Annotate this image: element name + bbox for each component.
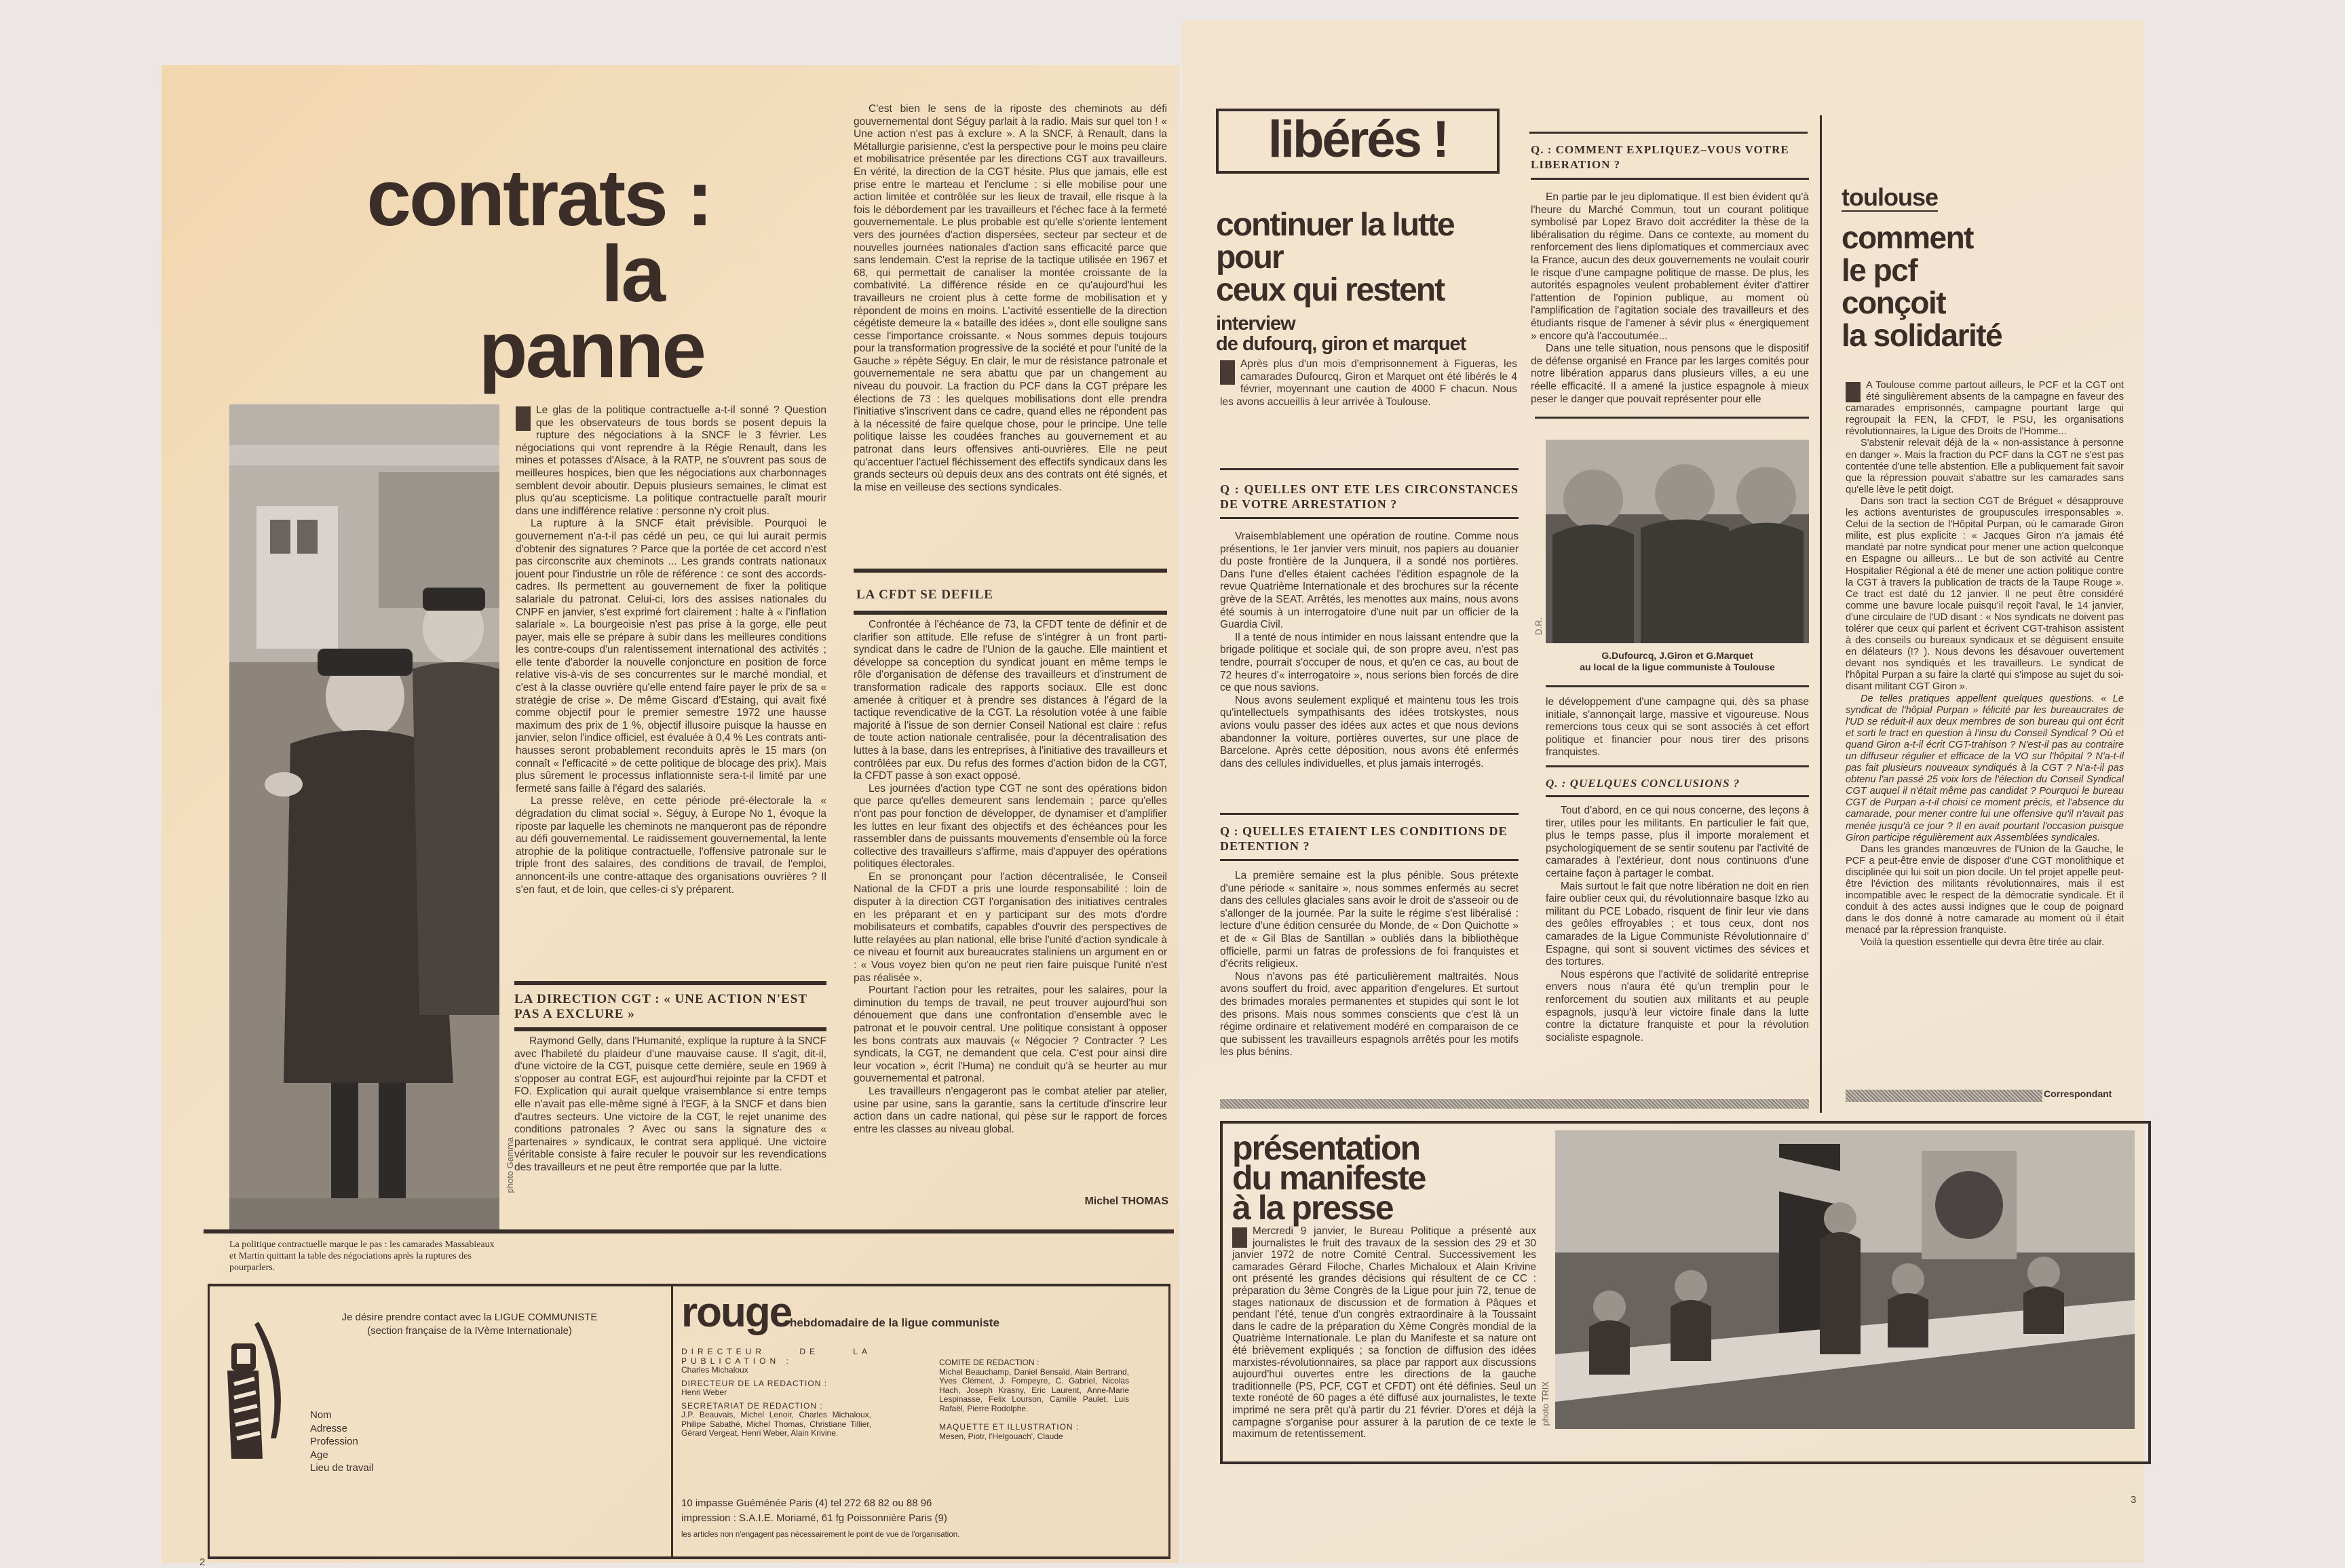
toulouse-paragraph: Voilà la question essentielle qui devra être tirée au clair. <box>1861 936 2105 948</box>
divider <box>1220 813 1519 815</box>
manifeste-box <box>1220 1121 2151 1464</box>
secretariat-label: SECRETARIAT DE REDACTION : <box>681 1400 823 1411</box>
photo-caption-comrades <box>1546 650 1809 673</box>
photo-image <box>229 404 499 1232</box>
question-4: Q. : QUELQUES CONCLUSIONS ? <box>1546 777 1740 790</box>
manifeste-headline <box>1232 1129 1426 1227</box>
divider <box>514 1027 826 1031</box>
field-profession[interactable]: Profession <box>310 1436 358 1447</box>
headline-line: ceux qui restent <box>1216 272 1445 308</box>
headline-line: présentation <box>1232 1129 1420 1167</box>
divider <box>204 1229 1174 1234</box>
signature-michel-thomas: Michel THOMAS <box>1084 1196 1168 1207</box>
intro-article <box>516 404 826 896</box>
question-1: Q : QUELLES ONT ETE LES CIRCONSTANCES DE VOTRE ARRESTATION ? <box>1220 482 1519 511</box>
secretariat-names: J.P. Beauvais, Michel Lenoir, Charles Michaloux, Philipe Sabathé, Michel Thomas, Christiane Tillier, Gérard Vergeat, Henri Weber, Alain Krivine. <box>681 1410 871 1438</box>
headline-line: le pcf <box>1842 252 1918 288</box>
answer-3-continued <box>1546 696 1809 759</box>
lead-square-icon <box>516 406 531 431</box>
photo-image <box>1555 1130 2135 1429</box>
section1-article <box>514 1035 826 1174</box>
intro-paragraph: Le glas de la politique contractuelle a-t-il sonné ? Question que les observateurs de tous bords se posent depuis la rupture des négociations à la SNCF le 3 février. Les négociations qui vont reprendre à la Régie Renault, dans les mines et potasses d'Alsace, à la RATP, ne s'ouvrent pas sous de meilleures hospices, bien que les négociations aux charbonnages semblent devoir aboutir. Depuis plusieurs semaines, le climat est plus qu'au scepticisme. La politique contractuelle paraît mourir dans une indifférence relative : personne n'y croit plus. <box>516 404 826 517</box>
interview-subheadline <box>1216 313 1466 354</box>
signature-correspondant: Correspondant <box>2044 1088 2112 1099</box>
masthead-printing: impression : S.A.I.E. Moriamé, 61 fg Poissonnière Paris (9) <box>681 1512 947 1524</box>
cfdt-paragraph: Pourtant l'action pour les retraites, pour les salaires, pour la diminution du temps de travail, ne peut trouver aujourd'hui son dénouement que dans une confrontation d'ensemble avec le patronat et le pouvoir central. Une politique consistant à opposer les bons contrats aux mauvais (« Négocier ? Contracter ? Les syndicats, la CGT, ne demandent que cela. C'est pour ainsi dire leur vocation », écrit l'Huma) ne conduit qu'à se heurter au mur gouvernemental et patronal. <box>854 984 1167 1085</box>
divider <box>1220 468 1519 470</box>
dir-pub-label: DIRECTEUR DE LA PUBLICATION : <box>681 1347 871 1366</box>
answer-1 <box>1220 531 1519 770</box>
headline-line: pour <box>1216 240 1283 275</box>
divider <box>1529 132 1808 134</box>
right-column-article <box>854 103 1167 494</box>
maquette-names: Mesen, Piotr, l'Helgouach', Claude <box>939 1431 1063 1441</box>
dir-red-name: Henri Weber <box>681 1388 727 1397</box>
liberes-title: libérés ! <box>1267 111 1448 168</box>
headline-line: à la presse <box>1232 1189 1393 1227</box>
answer-paragraph: Nous n'avons pas été particulièrement maltraités. Nous avons souffert du froid, avec apparition d'engelures. Et surtout des brimades morales permanentes et stupides qui sont le lot des prisons. Mais nous sommes conscients que c'est là un régime ordinaire et relativement modéré en comparaison de ce que subissent les travailleurs espagnols arrêtés pour les motifs les plus bénins. <box>1220 970 1519 1058</box>
contact-fields <box>310 1409 373 1475</box>
answer-paragraph: Il a tenté de nous intimider en nous laissant entendre que la brigade politique et sociale qui, de son propre aveu, n'est pas tendre, pourrait s'occuper de nous, et qu'en ce cas, au bout de 72 heures d'« interrogatoire », nous serions bien forcés de dire ce que nous savions. <box>1220 631 1519 694</box>
headline-line: comment <box>1842 220 1973 255</box>
caption-line: au local de la ligue communiste à Toulouse <box>1580 662 1775 672</box>
interview-headline <box>1216 209 1454 307</box>
contact-line-1: Je désire prendre contact avec la LIGUE COMMUNISTE <box>341 1312 598 1323</box>
headline-contrats <box>358 153 711 396</box>
comite-names: Michel Beauchamp, Daniel Bensaïd, Alain Bertrand, Yves Clément, J. Fompeyre, C. Gabriel, Nicolas Hach, Joseph Krasny, Eric Laurent, Anne-Marie Lespinasse, Felix Lourson, Camille Paulet, Luis Rafaël, Pierre Rodolphe. <box>939 1366 1129 1413</box>
field-adresse[interactable]: Adresse <box>310 1422 348 1434</box>
photo-negotiators <box>229 404 499 1232</box>
right-page <box>1182 20 2144 1563</box>
toulouse-paragraph: S'abstenir relevait déjà de la « non-assistance à personne en danger ». Mais la fraction du PCF dans la CGT ne s'est pas contentée d'une telle abstention. Elle a publiquement fait savoir que la répression pouvait s'abattre sur les camarades sans qu'elle lève le petit doigt. <box>1846 438 2124 495</box>
divider <box>854 611 1167 615</box>
headline-line: continuer la lutte <box>1216 207 1454 243</box>
toulouse-kicker: toulouse <box>1842 183 1938 211</box>
masthead-subtitle: hebdomadaire de la ligue communiste <box>790 1316 999 1329</box>
answer-paragraph: Nous espérons que l'activité de solidarité entreprise envers nous n'aura été qu'un tremplin pour le renforcement du soutien aux militants et au peuple espagnols, jusqu'à leur victoire finale dans la lutte contre la dictature franquiste et pour la révolution socialiste espagnole. <box>1546 968 1809 1044</box>
interview-intro <box>1220 358 1517 408</box>
photo-press-conference <box>1555 1130 2135 1429</box>
headline-line: contrats : <box>366 153 711 243</box>
headline-line: panne <box>478 305 704 396</box>
credits-right <box>939 1358 1129 1441</box>
answer-4 <box>1546 805 1809 1044</box>
masthead-address: 10 impasse Guéménée Paris (4) tel 272 68 82 ou 88 96 <box>681 1497 932 1509</box>
hammer-sickle-hand-icon <box>218 1316 292 1466</box>
field-lieu-de-travail[interactable]: Lieu de travail <box>310 1462 374 1474</box>
divider <box>514 981 826 985</box>
divider <box>1546 685 1809 687</box>
divider <box>1531 178 1809 180</box>
cfdt-paragraph: Confrontée à l'échéance de 73, la CFDT tente de définir et de clarifier son attitude. Elle refuse de s'intégrer à un front parti-syndicat dans le cadre de l'Union de la gauche. Elle maintient et développe sa conception du syndicat jouant en même temps le rôle d'organisation de défense des travailleurs et d'instrument de transformation radicale des rapports sociaux. Elle est donc amenée à critiquer et à prendre ses distances à l'égard de la tactique revendicative de la CGT. La résolution votée à une faible majorité à l'issue de son dernier Conseil National est claire : refus de toute action nationale centralisée, pour la décentralisation des luttes à la base, dans les entreprises, à l'initiative des travailleurs et contrôlées par eux. Du refus des formes d'action bidon de la CGT, la CFDT passe à son exact opposé. <box>854 619 1167 782</box>
lead-square-icon <box>1232 1227 1247 1248</box>
hatched-bar <box>1220 1099 1809 1109</box>
answer-paragraph: le développement d'une campagne qui, dès sa phase initiale, s'annonçait large, massive et vigoureuse. Nous remercions tous ceux qui se sont associés à cet effort politique et financier pour nous tirer des prisons franquistes. <box>1546 696 1809 759</box>
answer-paragraph: Mais surtout le fait que notre libération ne doit en rien faire oublier ceux qui, du révolutionnaire basque Izko au militant du PCE Lobado, risquent de finir leur vie dans des geôles effroyables ; et tous ceux, dont nos camarades de la Ligue Communiste Révolutionnaire d' Espagne, qui sont si souvent victimes des sévices et des tortures. <box>1546 880 1809 968</box>
toulouse-headline <box>1842 221 2002 351</box>
manifeste-article <box>1232 1225 1536 1440</box>
divider <box>1535 417 1809 419</box>
answer-paragraph: Dans une telle situation, nous pensons que le dispositif de défense organisé en France par les larges comités pour notre libération apparus dans plusieurs villes, a eu une réelle efficacité. Il a amené la justice espagnole à mieux peser le danger que pouvait représenter pour elle <box>1531 343 1809 405</box>
hatched-bar <box>1846 1090 2042 1102</box>
answer-2 <box>1220 870 1519 1059</box>
dir-red-label: DIRECTEUR DE LA REDACTION : <box>681 1378 828 1388</box>
cfdt-paragraph: Les journées d'action type CGT ne sont des opérations bidon que parce qu'elles demeurent sans lendemain ; parce qu'elles n'ont pas pour fonction de développer, de dynamiser et d'amplifier les luttes en leur fixant des objectifs et des échéances pour les rassembler dans de puissants mouvements d'ensemble où la force collective des travailleurs s'affirme, mais d'appuyer des opérations politiques électorales. <box>854 782 1167 871</box>
photo-caption: La politique contractuelle marque le pas : les camarades Massabieaux et Martin quittant la table des négociations après la ruptures des pourparlers. <box>229 1240 495 1273</box>
intro-paragraph: La rupture à la SNCF était prévisible. Pourquoi le gouvernement n'a-t-il pas cédé un peu, ce qui lui aurait permis d'obtenir des signatures ? Parce que la portée de cet accord n'est pas circonscrite aux cheminots ... Les grands contrats nationaux jouent pour l'industrie un rôle de référence : ce sont des accords-cadres. Ils permettent au gouvernement de fixer la politique salariale du patronat. Celui-ci, lors des assises nationales du CNPF en janvier, s'est exprimé fort clairement : halte à « l'inflation salariale ». La bourgeoisie n'est pas prise à la gorge, elle peut payer, mais elle se prépare à subir dans les meilleures conditions les contre-coups d'un ralentissement international des activités ; elle tente d'aborder la nouvelle conjoncture en position de force relative vis-à-vis de ses concurrentes sur le marché mondial, et c'est à la classe ouvrière qu'elle entend faire payer le prix de sa « stratégie de crise ». De même Giscard d'Estaing, qui avait fixé comme objectif pour le premier semestre 1972 une hausse maximum des prix de 1 %, objectif illusoire puisque la hausse en janvier, selon l'indice officiel, est évaluée à 0,4 % Les contrats anti-hausses seront probablement reconduits après le 15 mars (on connaît « l'efficacité » de cette politique de blocage des prix). Mais plus sûrement le processus inflationniste sera-t-il limité par une fermeté sans faille à l'égard des salariés. <box>516 518 826 795</box>
intro-paragraph: Après plus d'un mois d'emprisonnement à Figueras, les camarades Dufourcq, Giron et Marquet ont été libérés le 4 février, moyennant une caution de 4000 F chacun. Nous les avons accueillis à leur arrivée à Toulouse. <box>1220 358 1517 408</box>
comite-label: COMITE DE REDACTION : <box>939 1358 1040 1367</box>
manifeste-paragraph: Mercredi 9 janvier, le Bureau Politique a présenté aux journalistes le fruit des travaux de la session des 29 et 30 janvier 1972 de notre Comité Central. Successivement les camarades Gérard Filoche, Charles Michaloux et Alain Krivine ont présenté les grandes décisions qui résultent de ce CC : préparation du 3ème Congrès de la Ligue pour juin 72, tenue de stages nationaux de discussion et de formation à Pâques et pendant l'été, tenue d'un congrès extraordinaire à la Toussaint dans le cadre de la préparation du Xème Congrès mondial de la Quatrième Internationale. Le plan du Manifeste et sa nature ont été brièvement expliqués ; sa fonction de diffusion des idées marxistes-révolutionnaires, sa place par rapport aux discussions aujourd'hui ouvertes entre les directions de la gauche traditionnelle (PS, PCF, CGT et CFDT) ont été définies. Seul un texte ronéoté de 60 pages a été diffusé aux journalistes, le texte imprimé ne sera prêt qu'à partir du 21 février. D'ores et déjà la campagne s'organise pour assurer à la parution de ce texte le maximum de retentissement. <box>1232 1225 1536 1440</box>
answer-paragraph: En partie par le jeu diplomatique. Il est bien évident qu'à l'heure du Marché Commun, tout un courant politique symbolisé par Lopez Bravo doit accréditer la thèse de la libéralisation du régime. Dans ce contexte, au moment du renforcement des liens diplomatiques et commerciaux avec la France, aucun des deux gouvernements ne voulait courir le risque d'une campagne politique de masse. De plus, les autorités espagnoles veulent probablement éviter d'attirer l'attention de l'opinion publique, au moment où l'amplification de l'agitation sociale des travailleurs et des étudiants risque de l'amener à sévir plus « énergiquement » encore qu'à l'accoutumée... <box>1531 191 1809 342</box>
answer-3 <box>1531 191 1809 406</box>
divider <box>854 569 1167 573</box>
answer-paragraph: Tout d'abord, en ce qui nous concerne, des leçons à tirer, utiles pour les militants. En particulier le fait que, plus le temps passe, plus il importe moralement et psychologiquement de se sentir soutenu par l'activité de camarades à l'extérieur, dont nous continuons d'une certaine façon à partager le combat. <box>1546 805 1809 879</box>
subheadline-line: interview <box>1216 313 1295 334</box>
photo-image <box>1546 440 1809 643</box>
page-number-left: 2 <box>199 1556 206 1568</box>
photo-credit-trix: photo TRIX <box>1540 1381 1550 1426</box>
liberes-title-box <box>1216 109 1500 174</box>
headline-line: conçoit <box>1842 285 1946 320</box>
toulouse-paragraph: Dans son tract la section CGT de Bréguet « désapprouve les actions aventuristes de groupuscules irresponsables ». Celui de la section de l'Hôpital Purpan, où le camarade Giron milite, est plus explicite : « Jacques Giron n'a jamais été mandaté par notre syndicat pour mener une action quelconque en Espagne ou ailleurs... Le but de son activité au Centre Hospitalier Régional a été de mener une action politique contre la CGT à travers la publication de tracts de la Taupe Rouge ». Ce tract est daté du 12 janvier. Il ne peut être considéré comme une bavure locale puisqu'il reçoit l'aval, le 14 janvier, d'une circulaire de l'UD disant : « Nos syndicats ne doivent pas tolérer que ceux qui parlent et écrivent CGT-trahison assistent à des conseils ou bureaux syndicaux et se déguisent ensuite en délateurs (!? ). Nous devons les désavouer ouvertement devant nos syndiqués et les travailleurs. Le syndicat de l'hôpital Purpan a su faire la clarté qui s'impose au sujet du soi-disant militant CGT Giron ». <box>1846 495 2124 693</box>
page-number-right: 3 <box>2131 1494 2137 1506</box>
field-age[interactable]: Age <box>310 1449 328 1461</box>
section-heading-cfdt: LA CFDT SE DEFILE <box>856 588 993 602</box>
divider <box>1546 795 1809 797</box>
toulouse-paragraph: De telles pratiques appellent quelques questions. « Le syndicat de l'hôpial Purpan » félicité par les bureaucrates de l'UD se réduit-il aux deux membres de son bureau qui ont écrit et sorti le tract en question à l'insu du Conseil Syndical ? Où et quand Giron a-t-il écrit CGT-trahison ? N'est-il pas au contraire un diffuseur régulier et efficace de la VO sur l'hôpital ? N'a-t-il pas fait plusieurs nouveaux syndiqués à la CGT ? N'a-t-il pas obtenu l'an passé 25 voix lors de l'élection du Conseil Syndical CGT auquel il n'était même pas candidat ? Pourquoi le bureau CGT de Purpan a-t-il choisi ce moment précis, et l'absence du camarade, pour mener contre lui une offensive qu'il n'avait pas menée jusqu'à ce jour ? Il en avait pourtant l'occasion puisque Giron participe régulièrement aux Assemblées syndicales. <box>1846 693 2124 843</box>
field-nom[interactable]: Nom <box>310 1409 332 1421</box>
toulouse-paragraph: A Toulouse comme partout ailleurs, le PCF et la CGT ont été singulièrement absents de la campagne en faveur des camarades emprisonnés, campagne pourtant large qui regroupait la FEN, la CFDT, le PSU, les organisations révolutionnaires, la Ligue des Droits de l'Homme... <box>1846 380 2124 438</box>
section1-paragraph: Raymond Gelly, dans l'Humanité, explique la rupture à la SNCF avec l'habileté du plaideur d'une mauvaise cause. Il s'agit, dit-il, d'une victoire de la CGT, puisque cette dernière, seule en 1969 à s'opposer au contrat EGF, est aujourd'hui rejointe par la CFDT et FO. Explication qui aurait quelque vraisemblance si entre temps elle n'avait pas elle-même signé à l'EGF, à la SNCF et dans bien d'autres secteurs. Une victoire de la CGT, le rejet unanime des conditions patronales ? Avec ou sans la signature des « partenaires » syndicaux, le contrat sera appliqué. Une victoire véritable consiste à faire reculer le pouvoir sur les revendications des travailleurs et ne peut être remportée que par la lutte. <box>514 1035 826 1173</box>
divider <box>1546 765 1809 767</box>
toulouse-paragraph: Dans les grandes manœuvres de l'Union de la Gauche, le PCF a peut-être envie de disposer d'une CGT monolithique et disciplinée qui lui soit un pion docile. Un tel projet appelle peut-être l'éviction des militants révolutionnaires, mais il est incompatible avec le respect de la démocratie syndicale. Et il conduit à des actes aussi indignes que le coup de poignard dans le dos donné à notre camarade au moment où il était menacé par la répression franquiste. <box>1846 843 2124 936</box>
headline-line: la <box>600 229 664 320</box>
rouge-masthead-box <box>673 1284 1170 1559</box>
answer-paragraph: Vraisemblablement une opération de routine. Comme nous présentions, le 1er janvier vers minuit, nos papiers au douanier du poste frontière de la Junquera, il a sondé nos portières. Dans l'une d'elles étaient cachées l'édition espagnole de la revue Quatrième Internationale et des brochures sur la récente grève de la SEAT. Arrêtés, les menottes aux mains, nous avons été soumis à un interrogatoire d'une nuit par un officier de la Guardia Civil. <box>1220 531 1519 631</box>
divider <box>1220 859 1519 861</box>
masthead-title: rouge <box>681 1289 792 1336</box>
caption-line: G.Dufourcq, J.Giron et G.Marquet <box>1601 650 1753 661</box>
section-heading-direction-cgt: LA DIRECTION CGT : « UNE ACTION N'EST PAS A EXCLURE » <box>514 992 807 1021</box>
photo-three-comrades <box>1546 440 1809 643</box>
question-2: Q : QUELLES ETAIENT LES CONDITIONS DE DETENTION ? <box>1220 824 1508 853</box>
dir-pub-name: Charles Michaloux <box>681 1365 748 1375</box>
contact-line-2: (section française de la IVème Internationale) <box>367 1325 572 1337</box>
question-3: Q. : COMMENT EXPLIQUEZ–VOUS VOTRE LIBERATION ? <box>1531 143 1789 171</box>
headline-line: la solidarité <box>1842 318 2002 353</box>
cfdt-article <box>854 619 1167 1136</box>
contact-form-box <box>208 1284 673 1559</box>
cfdt-paragraph: Les travailleurs n'engageront pas le combat atelier par atelier, usine par usine, sans la garantie, sans la certitude d'inscrire leur action dans un cadre national, qui pèse sur le rapport de forces entre les classes au niveau global. <box>854 1085 1167 1135</box>
lead-square-icon <box>1220 360 1235 385</box>
masthead-disclaimer: les articles non n'engagent pas nécessairement le point de vue de l'organisation. <box>681 1531 960 1539</box>
intro-paragraph: La presse relève, en cette période pré-électorale la « dégradation du climat social ». Séguy, à Europe No 1, évoque la riposte par laquelle les cheminots ne manqueront pas de répondre au défi gouvernemental. Le raidissement gouvernemental, la lente atrophie de la politique contractuelle, l'offensive patronale sur le triple front des salaires, des conditions de travail, de l'emploi, annoncent-ils une contre-attaque des organisations ouvrières ? Il s'en faut, et de loin, que celles-ci s'y préparent. <box>516 795 826 896</box>
left-page <box>161 65 1179 1568</box>
divider <box>1220 517 1519 519</box>
headline-line: du manifeste <box>1232 1159 1426 1197</box>
column-rule <box>1820 115 1822 1113</box>
credits-left <box>681 1347 871 1438</box>
answer-paragraph: Nous avons seulement expliqué et maintenu tous les trois qu'intellectuels sympathisants des idées trotskystes, nous avions voulu passer des idées aux actes et que nous devions abandonner la voiture, portières ouvertes, sur une place de Barcelone. Après cette déposition, nous avons été enfermés dans des cellules individuelles, et plus jamais interrogés. <box>1220 694 1519 769</box>
subheadline-line: de dufourq, giron et marquet <box>1216 333 1466 355</box>
photo-credit-gamma: photo Gamma <box>505 1137 515 1193</box>
photo-credit-dr: D.R. <box>1533 617 1544 635</box>
maquette-label: MAQUETTE ET ILLUSTRATION : <box>939 1422 1080 1432</box>
right-col-paragraph: C'est bien le sens de la riposte des cheminots au défi gouvernemental dont Séguy parlait à la radio. Mais sur quel ton ! « Une action n'est pas à exclure ». A la SNCF, à Renault, dans la Métallurgie parisienne, c'est la perspective pour le moins peu claire et mobilisatrice présentée par les directions CGT aux travailleurs. En vérité, la direction de la CGT hésite. Plus que jamais, elle est prise entre le marteau et l'enclume : si elle mobilise pour une action limitée et contrôlée sur les lieux de travail, elle risque à la fois le débordement par les travailleurs et l'échec face à la fermeté gouvernementale. Le plus probable est qu'elle s'oriente lentement vers des journées d'action dispersées, secteur par secteur et de nouvelles journées nationales d'action sans efficacité parce que sans lendemain. C'est la reprise de la tactique utilisée en 1967 et 68, qui permettait de canaliser la montée croissante de la combativité. La différence réside en ce qu'aujourd'hui les travailleurs ne croient plus à cette forme de mobilisation et y répondent de moins en moins. L'activité essentielle de la direction cégétiste demeure la « bataille des idées », dont elle souligne sans cesse l'importance croissante. « Nous sommes depuis toujours pour la transformation progressive de la société et pour l'unité de la Gauche » répète Séguy. En clair, le mur de résistance patronale et gouvernementale ne sera abattu que par un changement au niveau du pouvoir. La fraction du PCF dans la CGT prépare les élections de 73 : les quelques mobilisations dont elle prendra l'initiative s'inscrivent dans ce cadre, quand elles ne répondent pas à la nécessité de faire quelque chose, pour le principe. Une telle politique laisse les coudées franches au gouvernement et au patronat dans leurs offensives anti-ouvrières. Elle ne peut qu'accentuer l'actuel fléchissement des effectifs syndicaux dans les grands secteurs où depuis deux ans des contrats ont été signés, et la mise en veilleuse des sections syndicales. <box>854 103 1167 493</box>
lead-square-icon <box>1846 382 1861 402</box>
cfdt-paragraph: En se prononçant pour l'action décentralisée, le Conseil National de la CFDT a pris une lourde responsabilité : loin de disputer à la direction CGT l'organisation des initiatives centrales en les préparant et en y participant sur des mots d'ordre mobilisateurs et combatifs, capables d'ouvrir des perspectives de lutte relayées au plan national, elle brise l'unité d'action syndicale à ce niveau et fournit aux bureaucrates staliniens un argument en or : « Vous voyez bien qu'on ne peut rien faire puisque l'unité n'est pas réalisée ». <box>854 871 1167 984</box>
toulouse-article <box>1846 380 2124 949</box>
answer-paragraph: La première semaine est la plus pénible. Sous prétexte d'une période « sanitaire », nous sommes enfermés au secret dans des cellules glaciales sans avoir le droit de s'asseoir ou de s'allonger de la journée. Par la suite le régime s'est libéralisé : lecture d'une édition censurée du Monde, de « Don Quichotte » et de « Gil Blas de Santillan » oubliés dans la bibliothèque officielle, parmi un fatras de professions de foi franquistes et d'écrits religieux. <box>1220 870 1519 970</box>
